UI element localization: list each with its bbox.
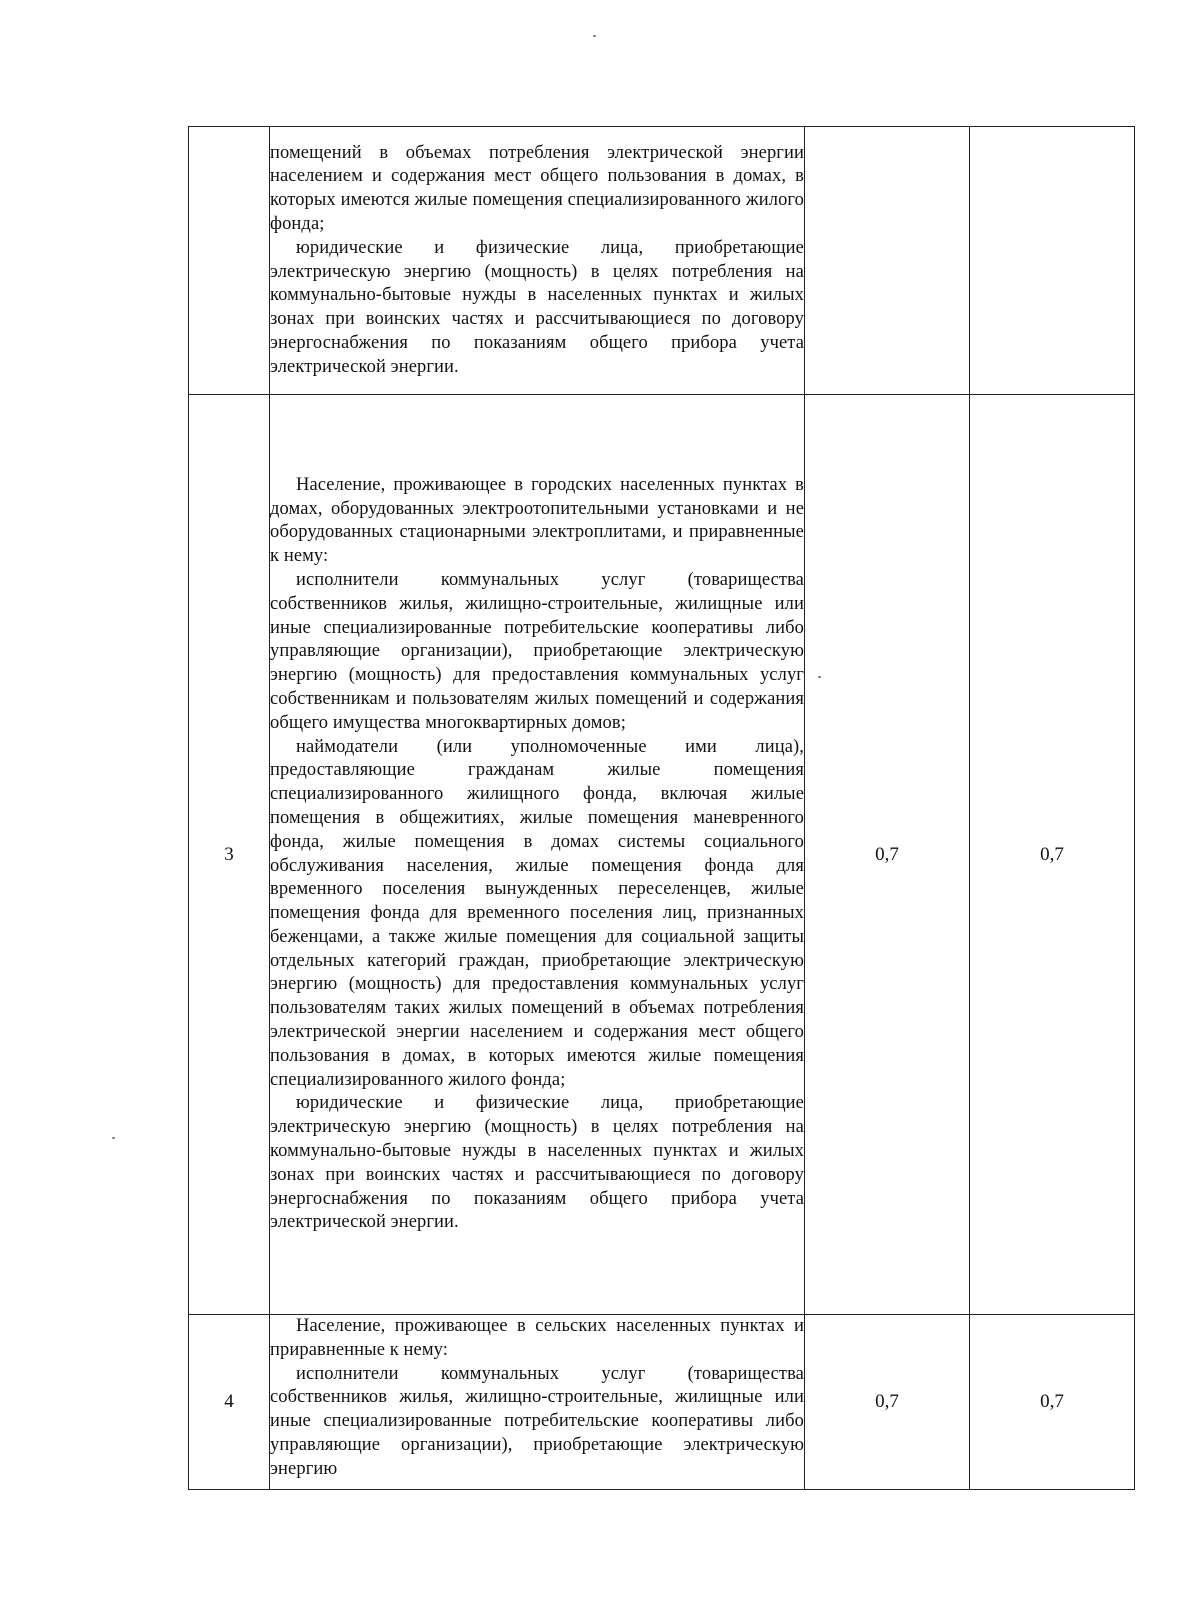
row-number-cell: 4 — [189, 1315, 270, 1490]
value-cell-1: 0,7 — [805, 395, 970, 1315]
table-row — [189, 395, 1135, 1315]
row-number-cell — [189, 127, 270, 395]
scan-speck — [112, 1137, 115, 1139]
tariff-table — [188, 126, 1135, 1490]
description-paragraph: Население, проживающее в сельских населенных пунктах и приравненные к нему: — [270, 1316, 804, 1360]
description-paragraph: исполнители коммунальных услуг (товарищества собственников жилья, жилищно-строительные, жилищные или иные специализированные потребительские кооперативы либо управляющие организации), приобретающие электрическую энергию — [270, 1363, 804, 1479]
row-description-cell — [270, 1315, 805, 1490]
description-paragraph: Население, проживающее в городских населенных пунктах в домах, оборудованных электроотопительными установками и не оборудованных стационарными электроплитами, и приравненные к нему: — [270, 474, 804, 567]
row-number-cell: 3 — [189, 395, 270, 1315]
value-cell-1: 0,7 — [805, 1315, 970, 1490]
description-paragraph: наймодатели (или уполномоченные ими лица), предоставляющие гражданам жилые помещения специализированного жилищного фонда, включая жилые помещения в общежитиях, жилые помещения маневренного фонда, жилые помещения в домах системы социального обслуживания населения, жилые помещения фонда для временного поселения вынужденных переселенцев, жилые помещения фонда для временного поселения лиц, признанных беженцами, а также жилые помещения для социальной защиты отдельных категорий граждан, приобретающие электрическую энергию (мощность) для предоставления коммунальных услуг пользователям таких жилых помещений в объемах потребления электрической энергии населением и содержания мест общего пользования в домах, в которых имеются жилые помещения специализированного жилого фонда; — [270, 736, 804, 1090]
value-cell-2: 0,7 — [970, 1315, 1135, 1490]
value-cell-1 — [805, 127, 970, 395]
table-row — [189, 127, 1135, 395]
value-cell-2 — [970, 127, 1135, 395]
description-paragraph: юридические и физические лица, приобретающие электрическую энергию (мощность) в целях потребления на коммунально-бытовые нужды в населенных пунктах и жилых зонах при воинских частях и рассчитывающиеся по договору энергоснабжения по показаниям общего прибора учета электрической энергии. — [270, 237, 804, 377]
scan-speck — [593, 35, 596, 37]
table-row — [189, 1315, 1135, 1490]
row-description-cell — [270, 395, 805, 1315]
description-paragraph: помещений в объемах потребления электрической энергии населением и содержания мест общего пользования в домах, в которых имеются жилые помещения специализированного жилого фонда; — [270, 142, 804, 234]
value-cell-2: 0,7 — [970, 395, 1135, 1315]
description-paragraph: исполнители коммунальных услуг (товарищества собственников жилья, жилищно-строительные, жилищные или иные специализированные потребительские кооперативы либо управляющие организации), приобретающие электрическую энергию (мощность) для предоставления коммунальных услуг собственникам и пользователям жилых помещений и содержания общего имущества многоквартирных домов; — [270, 569, 804, 733]
description-paragraph: юридические и физические лица, приобретающие электрическую энергию (мощность) в целях потребления на коммунально-бытовые нужды в населенных пунктах и жилых зонах при воинских частях и рассчитывающиеся по договору энергоснабжения по показаниям общего прибора учета электрической энергии. — [270, 1093, 804, 1233]
row-description-cell — [270, 127, 805, 395]
